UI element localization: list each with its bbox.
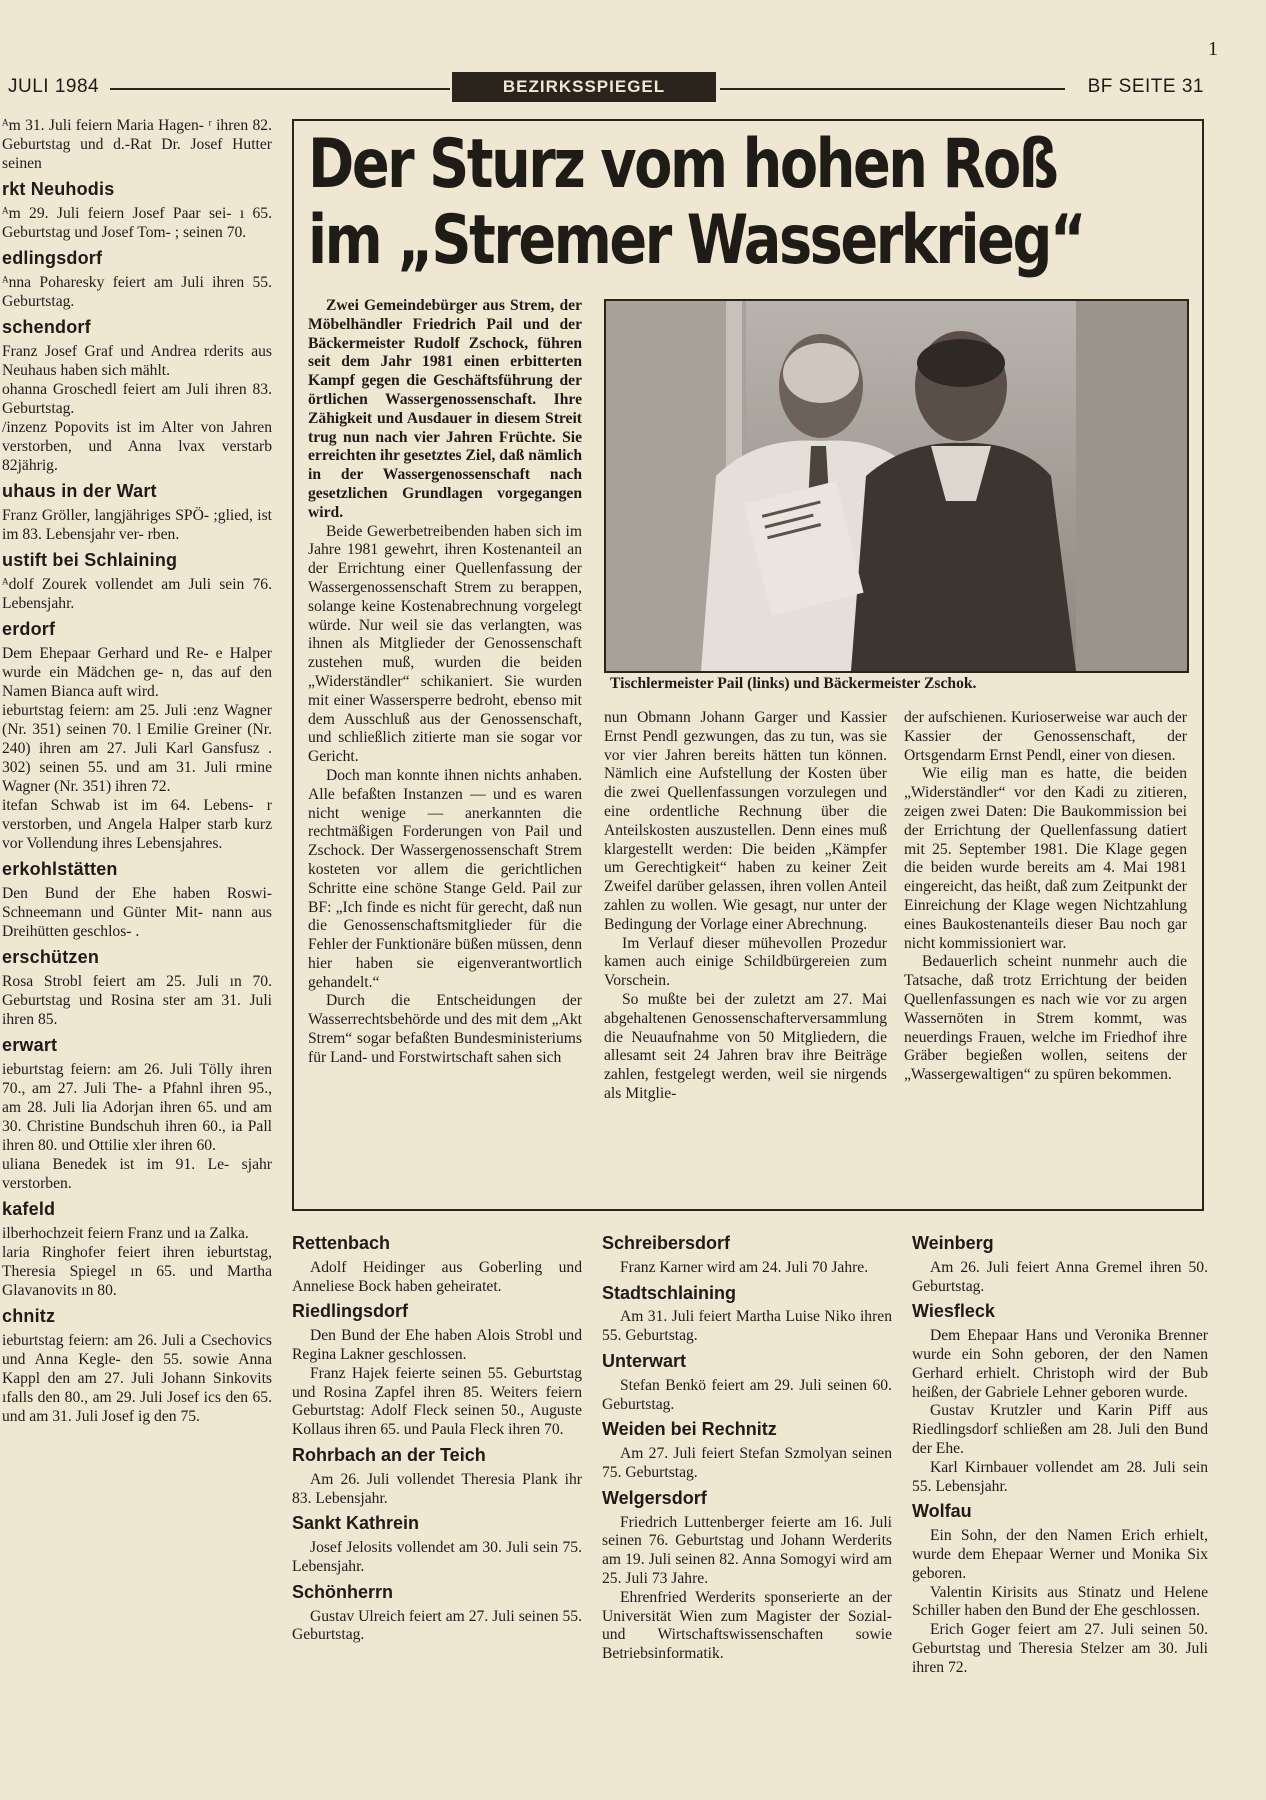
bottom-news-column-b xyxy=(602,1228,892,1664)
news-paragraph: ᴬm 29. Juli feiern Josef Paar sei- ı 65. Geburtstag und Josef Tom- ; seinen 70. xyxy=(2,205,272,241)
news-heading: Schönherrn xyxy=(292,1581,394,1602)
news-heading: Sankt Kathrein xyxy=(292,1513,420,1534)
article-paragraph: der aufschienen. Kurioserweise war auch der Kassier der Genossenschaft, der Ortsgendarm Ernst Pendl, einer von diesen. xyxy=(904,709,1187,764)
news-paragraph: laria Ringhofer feiert ihren ieburtstag, Theresia Spiegel ın 65. und Martha Glavanovits ın 80. xyxy=(2,1244,272,1299)
news-paragraph: uliana Benedek ist im 91. Le- sjahr verstorben. xyxy=(2,1156,272,1192)
news-paragraph: Ehrenfried Werderits sponserierte an der Universität Wien zum Magister der Sozial- und Wirtschaftswissenschaften sowie Betriebsinformatik. xyxy=(602,1588,892,1663)
news-paragraph: ieburtstag feiern: am 26. Juli a Csechovics und Anna Kegle- den 55. sowie Anna Kappl den am 27. Juli Johann Sinkovits ıfalls den 80., am 29. Juli Josef ics den 65. und am 31. Juli Josef ig den 75. xyxy=(2,1332,272,1425)
headline-line-2: im „Stremer Wasserkrieg“ xyxy=(308,201,1085,280)
news-paragraph: Karl Kirnbauer vollendet am 28. Juli sein 55. Lebensjahr. xyxy=(912,1458,1208,1495)
article-paragraph: nun Obmann Johann Garger und Kassier Ernst Pendl gezwungen, das zu tun, was sie vor vier Jahren bereits hätten tun können. Nämlich eine Aufstellung der Kosten über die zwei Quellenfassungen vorzulegen und eine ordentliche Rechnung über die Anteilskosten auszustellen. Denn eines muß klargestellt werden: Die beiden „Kämpfer um Gerechtigkeit“ haben zu keiner Zeit Zweifel darüber gelassen, ihren vollen Anteil zahlen zu wollen. Wie gesagt, nur unter der Bedingung der Vorlage einer Abrechnung. xyxy=(604,709,887,933)
bottom-news-column-c xyxy=(912,1228,1208,1678)
news-heading: Wolfau xyxy=(912,1501,972,1522)
article-paragraph: Im Verlauf dieser mühevollen Prozedur kamen auch einige Schildbürgereien zum Vorschein. xyxy=(604,934,887,990)
bottom-news-column-a xyxy=(292,1228,582,1645)
news-heading: Rohrbach an der Teich xyxy=(292,1444,486,1465)
news-paragraph: Ein Sohn, der den Namen Erich erhielt, wurde dem Ehepaar Werner und Monika Six geboren. xyxy=(912,1527,1208,1582)
section-badge: BEZIRKSSPIEGEL xyxy=(452,72,716,102)
article-lead-column xyxy=(308,297,582,1068)
news-paragraph: Adolf Heidinger aus Goberling und Anneliese Bock haben geheiratet. xyxy=(292,1258,582,1295)
news-heading: erschützen xyxy=(2,947,100,967)
article-headline xyxy=(308,127,1084,279)
header-rule-left xyxy=(110,88,450,90)
page-mark: 1 xyxy=(1208,38,1218,60)
news-paragraph: Dem Ehepaar Hans und Veronika Brenner wurde ein Sohn geboren, der den Namen Gerhard erhielt. Christoph wird der Bub heißen, der Gabriele Lehner geboren wurde. xyxy=(912,1327,1208,1401)
news-heading: erdorf xyxy=(2,619,56,639)
news-paragraph: Franz Gröller, langjähriges SPÖ- ;glied, ist im 83. Lebensjahr ver- rben. xyxy=(2,507,272,543)
news-heading: Welgersdorf xyxy=(602,1487,707,1508)
news-heading: Wiesfleck xyxy=(912,1301,995,1322)
article-paragraph: Beide Gewerbetreibenden haben sich im Jahre 1981 gewehrt, ihren Kostenanteil an der Errichtung einer Quellenfassung der Wassergenossenschaft Strem zu berappen, solange keine Kostenabrechnung vorgelegt würde. Nur weil sie das verlangten, was ihnen als Mitglieder der Genossenschaft zustehen muß, wurden die beiden „Widerständler“ schikaniert. Sie wurden mit einer Wassersperre bedroht, ebenso mit dem Ausschluß aus der Genossenschaft, und schließlich zitierte man sie sogar vor Gericht. xyxy=(308,522,582,766)
news-paragraph: Franz Josef Graf und Andrea rderits aus Neuhaus haben sich mählt. xyxy=(2,343,272,379)
photo-caption: Tischlermeister Pail (links) und Bäckermeister Zschok. xyxy=(610,675,977,692)
news-paragraph: Franz Karner wird am 24. Juli 70 Jahre. xyxy=(620,1258,869,1276)
article-paragraph: Wie eilig man es hatte, die beiden „Widerständler“ vor den Kadi zu zitieren, zeigen zwei Daten: Die Baukommission bei der Errichtung der Quellenfassung datiert mit 25. September 1981. Die Klage gegen die beiden wurde bereits am 4. Mai 1981 eingereicht, das heißt, daß zum Zeitpunkt der Einreichung der Klage wegen Nichtzahlung eines Baukostenanteils dieser Bau noch gar nicht kommissioniert war. xyxy=(904,765,1187,952)
news-paragraph: Friedrich Luttenberger feierte am 16. Juli seinen 76. Geburtstag und Johann Werderits am 19. Juli seinen 82. Anna Somogyi wird am 25. Juli 73 Jahre. xyxy=(602,1513,892,1587)
headline-line-1: Der Sturz vom hohen Roß xyxy=(308,125,1057,204)
news-heading: kafeld xyxy=(2,1199,56,1219)
article-column-2 xyxy=(604,709,887,1104)
news-heading: Rettenbach xyxy=(292,1233,391,1253)
news-paragraph: Stefan Benkö feiert am 29. Juli seinen 60. Geburtstag. xyxy=(602,1376,892,1413)
news-heading: Weiden bei Rechnitz xyxy=(602,1419,777,1440)
news-paragraph: ᴬnna Poharesky feiert am Juli ihren 55. Geburtstag. xyxy=(2,274,272,310)
news-paragraph: Am 26. Juli vollendet Theresia Plank ihr 83. Lebensjahr. xyxy=(292,1470,582,1507)
photo-two-men xyxy=(606,301,1187,671)
news-paragraph: ᴬm 31. Juli feiern Maria Hagen- ʳ ihren 82. Geburtstag und d.-Rat Dr. Josef Hutter seinen xyxy=(2,117,272,172)
left-news-column xyxy=(2,116,272,1426)
news-heading: schendorf xyxy=(2,317,91,337)
news-paragraph: Am 27. Juli feiert Stefan Szmolyan seinen 75. Geburtstag. xyxy=(602,1445,892,1481)
news-heading: edlingsdorf xyxy=(2,248,103,268)
news-paragraph: Am 31. Juli feiert Martha Luise Niko ihren 55. Geburtstag. xyxy=(602,1308,892,1345)
news-paragraph: Den Bund der Ehe haben Alois Strobl und Regina Lakner geschlossen. xyxy=(292,1327,582,1363)
article-paragraph: Bedauerlich scheint nunmehr auch die Tatsache, daß trotz Errichtung der beiden Quellenfassungen es nach wie vor zu argen Wassernöten in Strem kommt, was neuerdings Frauen, welche im Friedhof ihre Gräber begießen wollen, seitens der „Wassergewaltigen“ zu spüren bekommen. xyxy=(904,953,1187,1084)
news-paragraph: Am 26. Juli feiert Anna Gremel ihren 50. Geburtstag. xyxy=(912,1258,1208,1295)
news-paragraph: ᴬdolf Zourek vollendet am Juli sein 76. Lebensjahr. xyxy=(2,576,272,612)
header-rule-right xyxy=(720,88,1065,90)
news-heading: Schreibersdorf xyxy=(602,1233,731,1253)
page-header xyxy=(0,72,1266,102)
article-paragraph: Doch man konnte ihnen nichts anhaben. Alle befaßten Instanzen — und es waren nicht wenige — anerkannten die rechtmäßigen Forderungen von Pail und Zschock. Der Wassergenossenschaft Strem kosteten vor allem die gerichtlichen Schritte eine schöne Stange Geld. Pail zur BF: „Ich finde es nicht für gerecht, daß nun die Genossenschaftsmitglieder für die Fehler der Funktionäre büßen müssen, denn hier haben sie eigenverantwortlich gehandelt.“ xyxy=(308,766,582,991)
news-paragraph: ohanna Groschedl feiert am Juli ihren 83. Geburtstag. xyxy=(2,381,272,417)
news-heading: chnitz xyxy=(2,1306,56,1326)
news-paragraph: Valentin Kirisits aus Stinatz und Helene Schiller haben den Bund der Ehe geschlossen. xyxy=(912,1583,1208,1620)
news-heading: erwart xyxy=(2,1035,58,1055)
page-number: BF SEITE 31 xyxy=(1087,76,1204,97)
feature-article xyxy=(292,119,1204,1211)
news-heading: Riedlingsdorf xyxy=(292,1301,408,1322)
news-paragraph: ieburtstag feiern: am 25. Juli :enz Wagner (Nr. 351) seinen 70. l Emilie Greiner (Nr. 240) ihren am 27. Juli Karl Gansfusz . 302) seinen 55. und am 31. Juli rmine Wagner (Nr. 351) ihren 72. xyxy=(2,702,272,795)
news-paragraph: ilberhochzeit feiern Franz und ıa Zalka. xyxy=(2,1225,249,1242)
news-heading: Unterwart xyxy=(602,1350,687,1371)
article-paragraph: Durch die Entscheidungen der Wasserrechtsbehörde und des mit dem „Akt Strem“ sogar befaßten Bundesministeriums für Land- und Forstwirtschaft sahen sich xyxy=(308,992,582,1066)
news-paragraph: Franz Hajek feierte seinen 55. Geburtstag und Rosina Zapfel ihren 85. Weiters feiern Geburtstag: Adolf Fleck seinen 50., Auguste Kollaus ihren 65. und Paula Fleck ihren 70. xyxy=(292,1364,582,1439)
news-paragraph: Erich Goger feiert am 27. Juli seinen 50. Geburtstag und Theresia Stelzer am 30. Juli ihren 72. xyxy=(912,1621,1208,1676)
article-column-3 xyxy=(904,709,1187,1085)
news-paragraph: Gustav Ulreich feiert am 27. Juli seinen 55. Geburtstag. xyxy=(292,1607,582,1644)
news-paragraph: Josef Jelosits vollendet am 30. Juli sein 75. Lebensjahr. xyxy=(292,1539,582,1575)
news-paragraph: itefan Schwab ist im 64. Lebens- r verstorben, und Angela Halper starb kurz vor Vollendung ihres Lebensjahres. xyxy=(2,797,272,852)
news-heading: Stadtschlaining xyxy=(602,1282,737,1303)
issue-date: JULI 1984 xyxy=(8,76,100,97)
news-heading: rkt Neuhodis xyxy=(2,179,115,199)
news-heading: uhaus in der Wart xyxy=(2,481,157,501)
news-paragraph: Dem Ehepaar Gerhard und Re- e Halper wurde ein Mädchen ge- n, das auf den Namen Bianca auft wird. xyxy=(2,645,272,700)
news-paragraph: Rosa Strobl feiert am 25. Juli ın 70. Geburtstag und Rosina ster am 31. Juli ihren 85. xyxy=(2,973,272,1028)
news-heading: Weinberg xyxy=(912,1233,994,1253)
article-photo xyxy=(604,299,1189,673)
news-paragraph: Den Bund der Ehe haben Roswi- Schneemann und Günter Mit- nann aus Dreihütten geschlos- . xyxy=(2,885,272,940)
news-paragraph: Gustav Krutzler und Karin Piff aus Riedlingsdorf schließen am 28. Juli den Bund der Ehe. xyxy=(912,1402,1208,1457)
news-heading: erkohlstätten xyxy=(2,859,118,879)
news-paragraph: ieburtstag feiern: am 26. Juli Tölly ihren 70., am 27. Juli The- a Pfahnl ihren 95., am 28. Juli lia Adorjan ihren 65. und am 30. Christine Bundschuh ihren 60., ia Pall ihren 80. und Ottilie xler ihren 60. xyxy=(2,1061,272,1154)
news-paragraph: /inzenz Popovits ist im Alter von Jahren verstorben, und Anna lvax verstarb 82jährig. xyxy=(2,419,272,474)
article-paragraph: So mußte bei der zuletzt am 27. Mai abgehaltenen Genossenschafterversammlung die Neuaufnahme von 50 Mitgliedern, die allesamt seit 24 Jahren brav ihre Beiträge zahlen, festgelegt werden, weil sie nirgends als Mitglie- xyxy=(604,990,887,1102)
article-lead: Zwei Gemeindebürger aus Strem, der Möbelhändler Friedrich Pail und der Bäckermeister Rudolf Zschock, führen seit dem Jahr 1981 einen erbitterten Kampf gegen die Geschäftsführung der örtlichen Wassergenossenschaft. Ihre Zähigkeit und Ausdauer in diesem Streit trug nun nach vier Jahren Früchte. Sie erreichten ihr gesetztes Ziel, daß nämlich in der Wassergenossenschaft nach gesetzlichen Grundlagen vorgegangen wird. xyxy=(308,297,583,521)
news-heading: ustift bei Schlaining xyxy=(2,550,178,570)
